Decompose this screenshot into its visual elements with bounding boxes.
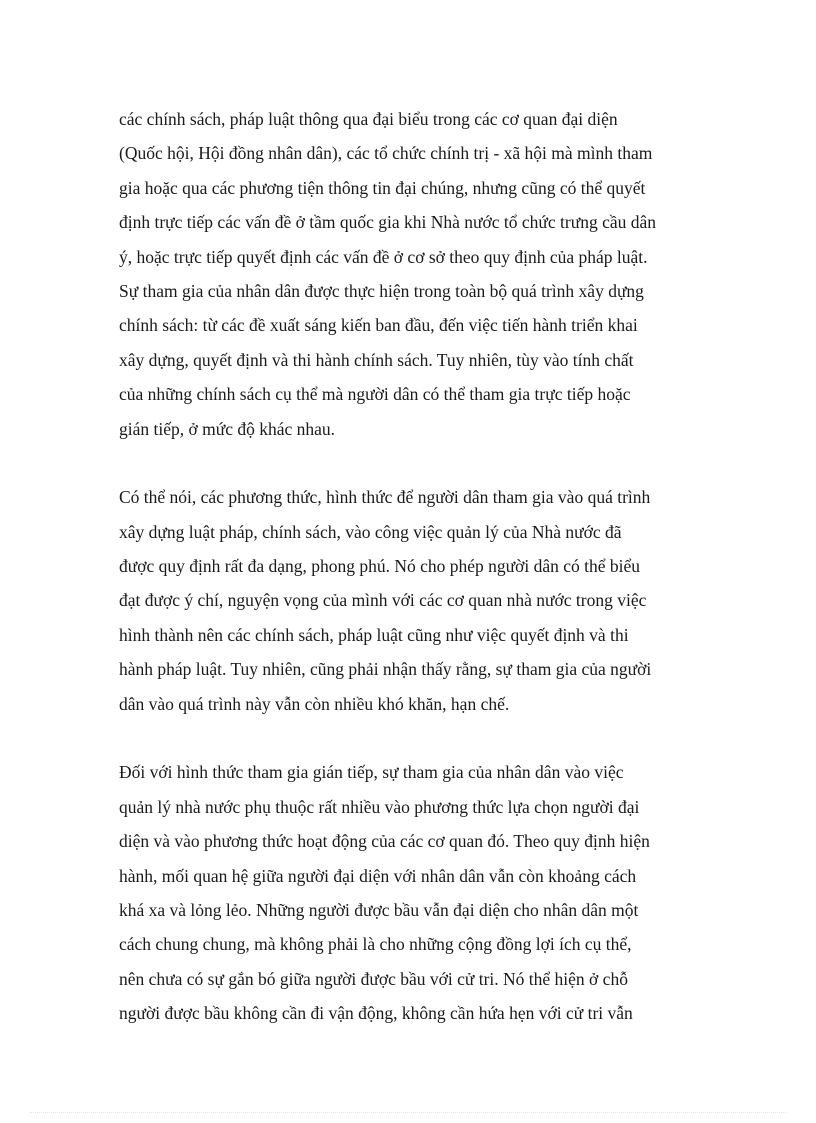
text-line: cách chung chung, mà không phải là cho những cộng đồng lợi ích cụ thể, xyxy=(119,934,632,955)
text-line: diện và vào phương thức hoạt động của các cơ quan đó. Theo quy định hiện xyxy=(119,831,650,852)
text-line: hình thành nên các chính sách, pháp luật cũng như việc quyết định và thi xyxy=(119,624,629,645)
text-line: đạt được ý chí, nguyện vọng của mình với các cơ quan nhà nước trong việc xyxy=(119,590,647,611)
text-line: Sự tham gia của nhân dân được thực hiện trong toàn bộ quá trình xây dựng xyxy=(119,280,644,301)
text-line: các chính sách, pháp luật thông qua đại biểu trong các cơ quan đại diện xyxy=(119,109,618,129)
text-line: được quy định rất đa dạng, phong phú. Nó cho phép người dân có thể biểu xyxy=(119,556,641,577)
paragraph-spacer xyxy=(119,446,699,480)
text-line: quản lý nhà nước phụ thuộc rất nhiều vào phương thức lựa chọn người đại xyxy=(119,796,640,817)
text-line: của những chính sách cụ thể mà người dân có thể tham gia trực tiếp hoặc xyxy=(119,384,631,405)
text-line: nên chưa có sự gắn bó giữa người được bầu với cử tri. Nó thể hiện ở chỗ xyxy=(119,968,628,989)
text-line: xây dựng luật pháp, chính sách, vào công việc quản lý của Nhà nước đã xyxy=(119,521,622,542)
text-line: ý, hoặc trực tiếp quyết định các vấn đề ở cơ sở theo quy định của pháp luật. xyxy=(119,246,648,267)
text-line: xây dựng, quyết định và thi hành chính sách. Tuy nhiên, tùy vào tính chất xyxy=(119,349,634,370)
page-bottom-divider xyxy=(30,1112,786,1113)
text-line: (Quốc hội, Hội đồng nhân dân), các tổ chức chính trị - xã hội mà mình tham xyxy=(119,143,653,164)
text-line: Có thể nói, các phương thức, hình thức để người dân tham gia vào quá trình xyxy=(119,487,651,508)
text-line: định trực tiếp các vấn đề ở tầm quốc gia khi Nhà nước tổ chức trưng cầu dân xyxy=(119,212,657,233)
text-line: người được bầu không cần đi vận động, không cần hứa hẹn với cử tri vẫn xyxy=(119,1003,633,1024)
text-line: gián tiếp, ở mức độ khác nhau. xyxy=(119,418,336,439)
text-line: dân vào quá trình này vẫn còn nhiều khó khăn, hạn chế. xyxy=(119,693,510,714)
paragraph-spacer xyxy=(119,721,699,755)
paragraph-1 xyxy=(119,102,699,446)
text-line: hành pháp luật. Tuy nhiên, cũng phải nhận thấy rằng, sự tham gia của người xyxy=(119,659,652,680)
paragraph-3 xyxy=(119,755,699,1030)
text-line: gia hoặc qua các phương tiện thông tin đại chúng, nhưng cũng có thể quyết xyxy=(119,177,646,198)
text-line: khá xa và lỏng lẻo. Những người được bầu vẫn đại diện cho nhân dân một xyxy=(119,899,639,920)
paragraph-2 xyxy=(119,480,699,721)
text-line: Đối với hình thức tham gia gián tiếp, sự tham gia của nhân dân vào việc xyxy=(119,762,624,783)
text-line: chính sách: từ các đề xuất sáng kiến ban đầu, đến việc tiến hành triển khai xyxy=(119,315,638,336)
document-page xyxy=(119,102,699,1031)
text-line: hành, mối quan hệ giữa người đại diện với nhân dân vẫn còn khoảng cách xyxy=(119,865,637,886)
